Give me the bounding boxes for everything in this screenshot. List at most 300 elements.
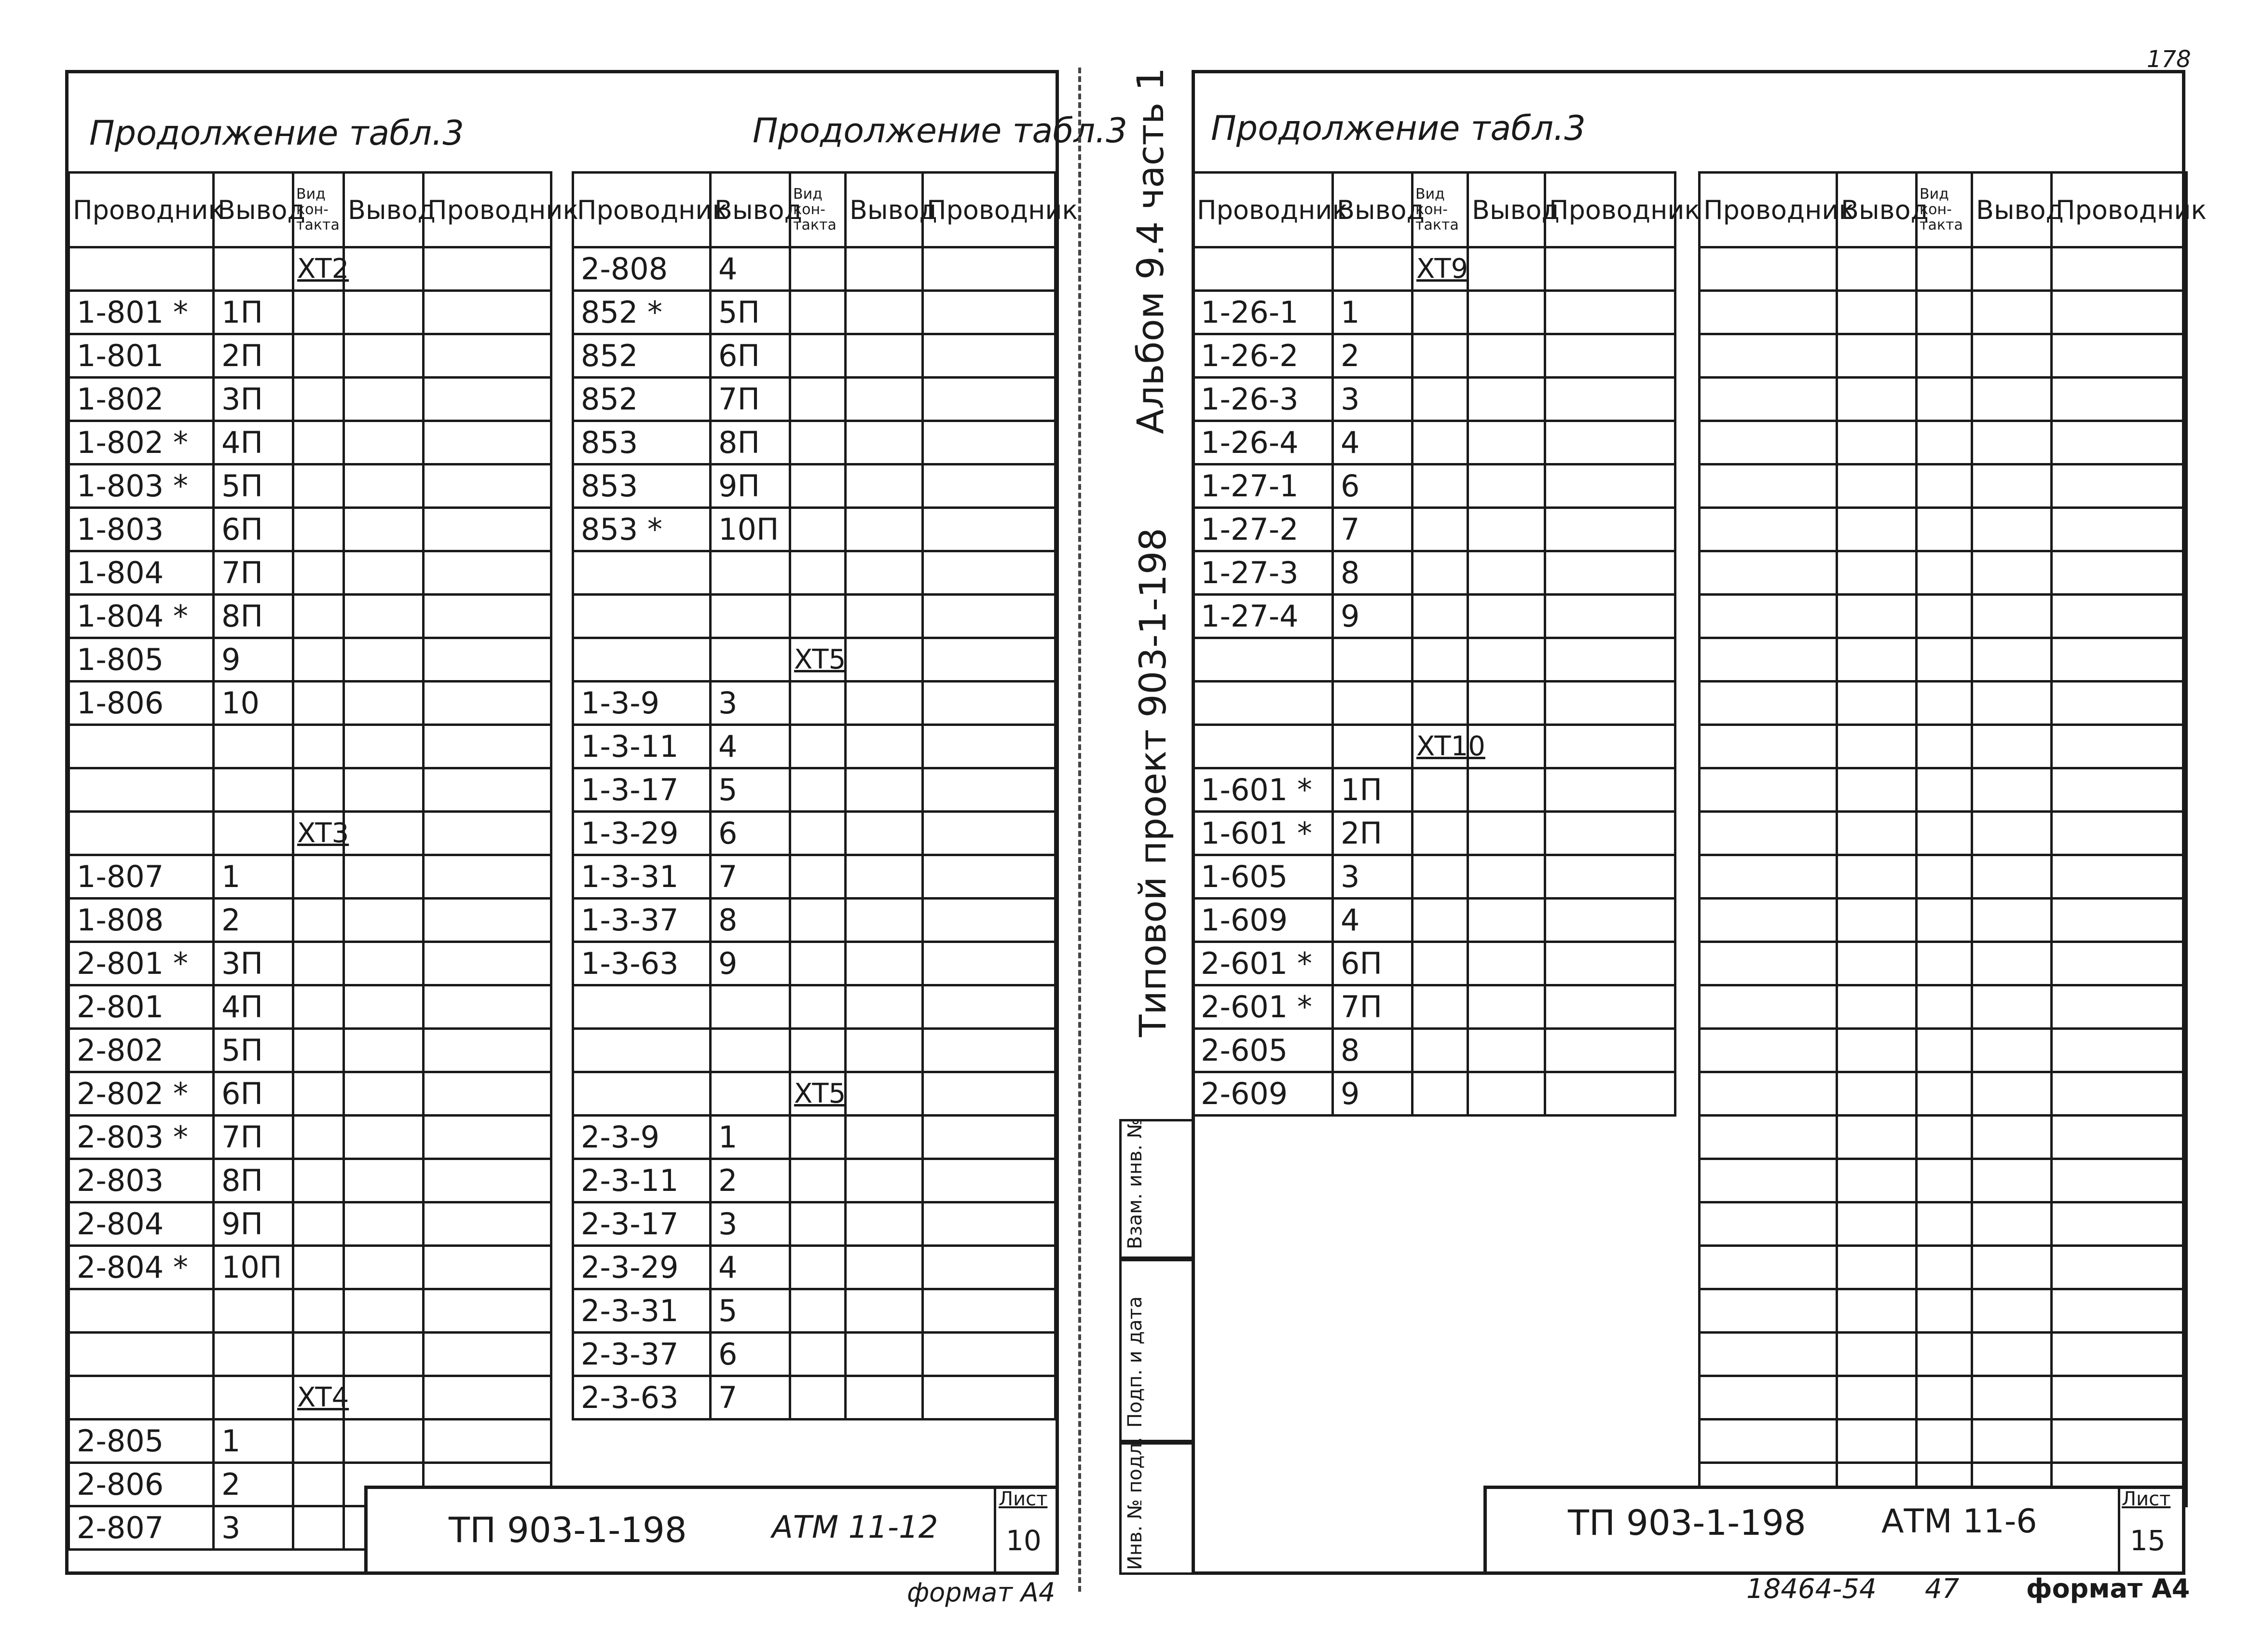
- terminal-out-cell: [1468, 1072, 1545, 1116]
- terminal-out-cell: [846, 638, 923, 682]
- table-row: [573, 508, 1056, 551]
- conductor-out-cell: [1545, 899, 1675, 942]
- terminal-out-cell: [1468, 1029, 1545, 1072]
- contact-type-cell: [293, 334, 344, 378]
- sheet-label: Лист: [999, 1488, 1048, 1510]
- empty-cell: [2052, 899, 2187, 942]
- contact-type-cell: [1413, 812, 1468, 855]
- conductor-cell: [573, 985, 711, 1029]
- contact-type-cell: XT2: [293, 247, 344, 291]
- conductor-cell: 2-3-17: [573, 1202, 711, 1246]
- conductor-out-cell: [424, 855, 551, 899]
- empty-cell: [1917, 247, 1972, 291]
- conductor-cell: 2-3-29: [573, 1246, 711, 1289]
- table-row: [69, 291, 551, 334]
- terminal-cell: 9: [1333, 595, 1413, 638]
- conductor-cell: 1-3-29: [573, 812, 711, 855]
- empty-cell: [1700, 725, 1837, 768]
- table-row: [69, 899, 551, 942]
- terminal-out-cell: [344, 1289, 424, 1333]
- conductor-out-cell: [424, 508, 551, 551]
- conductor-cell: 1-3-9: [573, 682, 711, 725]
- empty-cell: [2052, 725, 2187, 768]
- empty-cell: [1917, 551, 1972, 595]
- corner-mark: 178: [2147, 46, 2191, 73]
- contact-type-cell: [790, 1029, 846, 1072]
- empty-cell: [1972, 1289, 2052, 1333]
- empty-cell: [1837, 1072, 1917, 1116]
- terminal-out-cell: [344, 638, 424, 682]
- contact-type-cell: [790, 1116, 846, 1159]
- conductor-cell: 1-803 *: [69, 464, 214, 508]
- empty-cell: [1700, 1376, 1837, 1420]
- conductor-cell: 1-3-31: [573, 855, 711, 899]
- empty-cell: [2052, 551, 2187, 595]
- table-header-row: [69, 173, 551, 247]
- conductor-cell: 1-3-11: [573, 725, 711, 768]
- conductor-out-cell: [923, 595, 1056, 638]
- conductor-cell: 1-808: [69, 899, 214, 942]
- empty-cell: [1700, 334, 1837, 378]
- table-row: [1700, 812, 2187, 855]
- contact-type-cell: XT5: [790, 1072, 846, 1116]
- conductor-cell: [573, 638, 711, 682]
- contact-type-cell: [293, 551, 344, 595]
- conductor-cell: [69, 725, 214, 768]
- conductor-cell: 1-26-4: [1193, 421, 1333, 464]
- terminal-out-cell: [344, 855, 424, 899]
- empty-cell: [1972, 1376, 2052, 1420]
- empty-cell: [1837, 1159, 1917, 1202]
- contact-type-cell: [293, 638, 344, 682]
- terminal-cell: 2П: [1333, 812, 1413, 855]
- conductor-out-cell: [923, 1159, 1056, 1202]
- continuation-title-right: Продолжение табл.3: [753, 111, 1127, 150]
- contact-type-cell: [1413, 291, 1468, 334]
- empty-cell: [2052, 378, 2187, 421]
- empty-cell: [2052, 682, 2187, 725]
- terminal-cell: 8: [711, 899, 790, 942]
- table-row: [573, 421, 1056, 464]
- table-row: [1700, 508, 2187, 551]
- contact-type-cell: [293, 378, 344, 421]
- empty-cell: [1700, 291, 1837, 334]
- empty-cell: [1837, 1420, 1917, 1463]
- terminal-out-cell: [846, 334, 923, 378]
- archive-page: 47: [1925, 1573, 1960, 1605]
- empty-cell: [1972, 855, 2052, 899]
- empty-cell: [1700, 247, 1837, 291]
- table-row: [1700, 1333, 2187, 1376]
- empty-cell: [2052, 291, 2187, 334]
- terminal-out-cell: [344, 1333, 424, 1376]
- conductor-cell: 2-803: [69, 1159, 214, 1202]
- table-row: [573, 247, 1056, 291]
- terminal-cell: 8: [1333, 551, 1413, 595]
- table-row: [1193, 421, 1675, 464]
- terminal-out-cell: [846, 768, 923, 812]
- conductor-out-cell: [923, 855, 1056, 899]
- conductor-cell: 2-601 *: [1193, 942, 1333, 985]
- table-row: [69, 1029, 551, 1072]
- terminal-cell: 1: [711, 1116, 790, 1159]
- conductor-out-cell: [1545, 812, 1675, 855]
- terminal-cell: 6П: [1333, 942, 1413, 985]
- empty-cell: [1700, 508, 1837, 551]
- contact-type-cell: [293, 1463, 344, 1506]
- contact-type-cell: [1413, 942, 1468, 985]
- terminal-out-cell: [1468, 291, 1545, 334]
- contact-type-cell: [790, 1246, 846, 1289]
- table-row: [1700, 855, 2187, 899]
- conductor-cell: 2-3-31: [573, 1289, 711, 1333]
- terminal-out-cell: [846, 595, 923, 638]
- contact-type-cell: [293, 508, 344, 551]
- empty-cell: [1917, 334, 1972, 378]
- conductor-out-cell: [923, 1246, 1056, 1289]
- empty-cell: [1917, 812, 1972, 855]
- terminal-out-cell: [846, 1159, 923, 1202]
- empty-cell: [1700, 638, 1837, 682]
- table-row: [1193, 1072, 1675, 1116]
- contact-type-cell: [790, 291, 846, 334]
- conductor-cell: 1-27-4: [1193, 595, 1333, 638]
- empty-cell: [2052, 768, 2187, 812]
- conductor-out-cell: [424, 942, 551, 985]
- conductor-cell: 1-805: [69, 638, 214, 682]
- contact-type-cell: [1413, 768, 1468, 812]
- empty-cell: [1972, 1202, 2052, 1246]
- empty-cell: [1917, 1333, 1972, 1376]
- table-row: [69, 421, 551, 464]
- fold-line: [1078, 68, 1081, 1592]
- col-header-conductor-2: Проводник: [2052, 173, 2187, 247]
- conductor-cell: 2-805: [69, 1420, 214, 1463]
- table-row: [573, 464, 1056, 508]
- contact-type-cell: XT5: [790, 638, 846, 682]
- conductor-cell: 1-801 *: [69, 291, 214, 334]
- conductor-out-cell: [923, 725, 1056, 768]
- table-row: [573, 1289, 1056, 1333]
- table-row: [1193, 1029, 1675, 1072]
- table-row: [69, 1072, 551, 1116]
- table-row: [573, 595, 1056, 638]
- empty-cell: [2052, 1202, 2187, 1246]
- empty-cell: [1917, 1289, 1972, 1333]
- table-row: [69, 1246, 551, 1289]
- terminal-cell: 8П: [711, 421, 790, 464]
- terminal-cell: [711, 1029, 790, 1072]
- table-row: [69, 1333, 551, 1376]
- table-row: [69, 378, 551, 421]
- table-row: [1700, 421, 2187, 464]
- table-row: [1193, 855, 1675, 899]
- contact-type-cell: [293, 1159, 344, 1202]
- terminal-cell: [214, 1289, 293, 1333]
- contact-type-cell: XT3: [293, 812, 344, 855]
- empty-cell: [1837, 812, 1917, 855]
- table-row: [1193, 334, 1675, 378]
- terminal-cell: 2: [1333, 334, 1413, 378]
- empty-cell: [2052, 1116, 2187, 1159]
- empty-cell: [1917, 855, 1972, 899]
- conductor-cell: 2-3-63: [573, 1376, 711, 1420]
- conductor-cell: 1-609: [1193, 899, 1333, 942]
- col-header-conductor-2: Проводник: [1545, 173, 1675, 247]
- empty-cell: [1917, 464, 1972, 508]
- empty-cell: [1700, 1202, 1837, 1246]
- terminal-cell: 7П: [711, 378, 790, 421]
- contact-type-cell: [293, 1029, 344, 1072]
- terminal-out-cell: [1468, 421, 1545, 464]
- empty-cell: [1700, 1072, 1837, 1116]
- table-row: [573, 725, 1056, 768]
- terminal-cell: 3: [711, 682, 790, 725]
- table-row: [69, 551, 551, 595]
- table-row: [1700, 378, 2187, 421]
- conductor-out-cell: [923, 682, 1056, 725]
- table-row: [1700, 682, 2187, 725]
- terminal-cell: 4: [711, 725, 790, 768]
- contact-type-cell: [1413, 638, 1468, 682]
- terminal-cell: 6: [711, 1333, 790, 1376]
- empty-cell: [1972, 291, 2052, 334]
- empty-cell: [1700, 1159, 1837, 1202]
- terminal-cell: 9: [1333, 1072, 1413, 1116]
- terminal-cell: 7: [711, 1376, 790, 1420]
- terminal-out-cell: [846, 1072, 923, 1116]
- terminal-cell: 7П: [214, 1116, 293, 1159]
- conductor-cell: 2-801: [69, 985, 214, 1029]
- empty-cell: [1837, 1029, 1917, 1072]
- conductor-cell: 1-3-37: [573, 899, 711, 942]
- empty-cell: [1972, 682, 2052, 725]
- empty-cell: [2052, 464, 2187, 508]
- conductor-out-cell: [424, 1289, 551, 1333]
- terminal-cell: 7П: [214, 551, 293, 595]
- conductor-out-cell: [1545, 985, 1675, 1029]
- terminal-cell: 6П: [711, 334, 790, 378]
- contact-type-cell: [293, 1246, 344, 1289]
- conductor-cell: 2-605: [1193, 1029, 1333, 1072]
- contact-type-cell: [293, 1072, 344, 1116]
- contact-type-cell: [1413, 1029, 1468, 1072]
- contact-type-cell: [1413, 682, 1468, 725]
- terminal-out-cell: [344, 812, 424, 855]
- contact-type-cell: [790, 899, 846, 942]
- col-header-terminal: Вывод: [1333, 173, 1413, 247]
- terminal-out-cell: [846, 508, 923, 551]
- conductor-out-cell: [923, 1116, 1056, 1159]
- table-row: [1700, 1246, 2187, 1289]
- empty-cell: [1917, 1029, 1972, 1072]
- empty-cell: [1972, 812, 2052, 855]
- terminal-out-cell: [846, 1116, 923, 1159]
- table-row: [69, 334, 551, 378]
- conductor-out-cell: [923, 1289, 1056, 1333]
- empty-cell: [1917, 291, 1972, 334]
- empty-cell: [1837, 638, 1917, 682]
- conductor-cell: 1-807: [69, 855, 214, 899]
- conductor-cell: [573, 595, 711, 638]
- conductor-cell: 1-27-1: [1193, 464, 1333, 508]
- empty-cell: [1837, 682, 1917, 725]
- terminal-cell: [214, 812, 293, 855]
- empty-cell: [1837, 1376, 1917, 1420]
- terminal-out-cell: [846, 378, 923, 421]
- conductor-cell: 2-3-37: [573, 1333, 711, 1376]
- terminal-out-cell: [344, 378, 424, 421]
- conductor-cell: [1193, 638, 1333, 682]
- conductor-cell: [69, 247, 214, 291]
- table-row: [1700, 247, 2187, 291]
- col-header-terminal: Вывод: [711, 173, 790, 247]
- conductor-cell: [573, 1029, 711, 1072]
- conductor-out-cell: [923, 1202, 1056, 1246]
- conductor-out-cell: [1545, 682, 1675, 725]
- contact-type-cell: [293, 1116, 344, 1159]
- conductor-cell: 2-601 *: [1193, 985, 1333, 1029]
- table-row: [69, 855, 551, 899]
- empty-cell: [2052, 1376, 2187, 1420]
- empty-cell: [1837, 1246, 1917, 1289]
- contact-type-cell: [293, 899, 344, 942]
- table-row: [1700, 1072, 2187, 1116]
- terminal-cell: [1333, 682, 1413, 725]
- terminal-cell: 1П: [1333, 768, 1413, 812]
- conductor-cell: 2-802: [69, 1029, 214, 1072]
- contact-type-cell: [790, 682, 846, 725]
- empty-cell: [1972, 508, 2052, 551]
- side-label-inventory: Инв. № подл.: [1124, 1437, 1146, 1570]
- empty-cell: [1917, 985, 1972, 1029]
- contact-type-cell: [293, 682, 344, 725]
- conductor-out-cell: [424, 1376, 551, 1420]
- terminal-cell: 9: [214, 638, 293, 682]
- conductor-cell: 1-27-3: [1193, 551, 1333, 595]
- empty-cell: [2052, 508, 2187, 551]
- terminal-out-cell: [1468, 595, 1545, 638]
- conductor-cell: 2-806: [69, 1463, 214, 1506]
- table-row: [1193, 551, 1675, 595]
- terminal-out-cell: [1468, 812, 1545, 855]
- table-row: [69, 1116, 551, 1159]
- table-row: [69, 812, 551, 855]
- terminal-cell: 5: [711, 1289, 790, 1333]
- empty-cell: [1837, 378, 1917, 421]
- table-row: [69, 1289, 551, 1333]
- conductor-out-cell: [424, 1159, 551, 1202]
- col-header-conductor: Проводник: [1193, 173, 1333, 247]
- conductor-cell: 853: [573, 421, 711, 464]
- empty-cell: [1917, 682, 1972, 725]
- terminal-out-cell: [846, 247, 923, 291]
- table-row: [573, 378, 1056, 421]
- empty-cell: [1837, 291, 1917, 334]
- conductor-out-cell: [923, 942, 1056, 985]
- terminal-out-cell: [846, 421, 923, 464]
- empty-cell: [1972, 247, 2052, 291]
- empty-cell: [1972, 1246, 2052, 1289]
- table-row: [1193, 985, 1675, 1029]
- conductor-cell: [1193, 725, 1333, 768]
- conductor-out-cell: [424, 1420, 551, 1463]
- table-row: [573, 812, 1056, 855]
- empty-cell: [1972, 768, 2052, 812]
- empty-cell: [1917, 421, 1972, 464]
- table-row: [1700, 1289, 2187, 1333]
- table-row: [1700, 291, 2187, 334]
- contact-type-cell: [293, 291, 344, 334]
- terminal-cell: 9П: [214, 1202, 293, 1246]
- empty-cell: [1700, 985, 1837, 1029]
- conductor-out-cell: [424, 464, 551, 508]
- terminal-out-cell: [344, 1116, 424, 1159]
- contact-type-cell: [790, 855, 846, 899]
- terminal-out-cell: [1468, 638, 1545, 682]
- empty-cell: [1917, 725, 1972, 768]
- table-row: [69, 1420, 551, 1463]
- table-row: [1193, 682, 1675, 725]
- contact-type-cell: [293, 1202, 344, 1246]
- conductor-cell: 1-26-3: [1193, 378, 1333, 421]
- table-row: [573, 291, 1056, 334]
- empty-cell: [1917, 595, 1972, 638]
- table-row: [69, 595, 551, 638]
- table-row: [1700, 1159, 2187, 1202]
- empty-cell: [1837, 1202, 1917, 1246]
- col-header-contact-type: Вид кон- такта: [1413, 173, 1468, 247]
- table-row: [573, 1202, 1056, 1246]
- empty-cell: [1700, 1333, 1837, 1376]
- conductor-out-cell: [1545, 334, 1675, 378]
- table-row: [573, 1116, 1056, 1159]
- empty-cell: [1917, 508, 1972, 551]
- sheet-number: 15: [2130, 1524, 2166, 1557]
- table-row: [69, 1202, 551, 1246]
- contact-type-cell: [1413, 508, 1468, 551]
- contact-type-cell: [790, 1159, 846, 1202]
- conductor-out-cell: [1545, 378, 1675, 421]
- empty-cell: [1917, 1116, 1972, 1159]
- table-row: [573, 942, 1056, 985]
- terminal-cell: 2П: [214, 334, 293, 378]
- conductor-cell: 2-804 *: [69, 1246, 214, 1289]
- contact-type-cell: [790, 1202, 846, 1246]
- col-header-terminal-2: Вывод: [1972, 173, 2052, 247]
- table-row: [69, 1376, 551, 1420]
- empty-cell: [1972, 421, 2052, 464]
- empty-cell: [1972, 1333, 2052, 1376]
- terminal-cell: 8П: [214, 1159, 293, 1202]
- terminal-out-cell: [846, 1333, 923, 1376]
- conductor-out-cell: [424, 421, 551, 464]
- project-code: ТП 903-1-198: [449, 1510, 687, 1550]
- empty-cell: [1917, 638, 1972, 682]
- conductor-out-cell: [1545, 551, 1675, 595]
- continuation-title-left: Продолжение табл.3: [89, 113, 464, 153]
- terminal-out-cell: [1468, 334, 1545, 378]
- empty-cell: [2052, 334, 2187, 378]
- contact-type-cell: [790, 421, 846, 464]
- conductor-cell: 2-803 *: [69, 1116, 214, 1159]
- empty-cell: [1917, 1159, 1972, 1202]
- empty-cell: [1700, 855, 1837, 899]
- empty-cell: [1837, 421, 1917, 464]
- conductor-cell: 1-802 *: [69, 421, 214, 464]
- table-row: [69, 464, 551, 508]
- conductor-out-cell: [424, 551, 551, 595]
